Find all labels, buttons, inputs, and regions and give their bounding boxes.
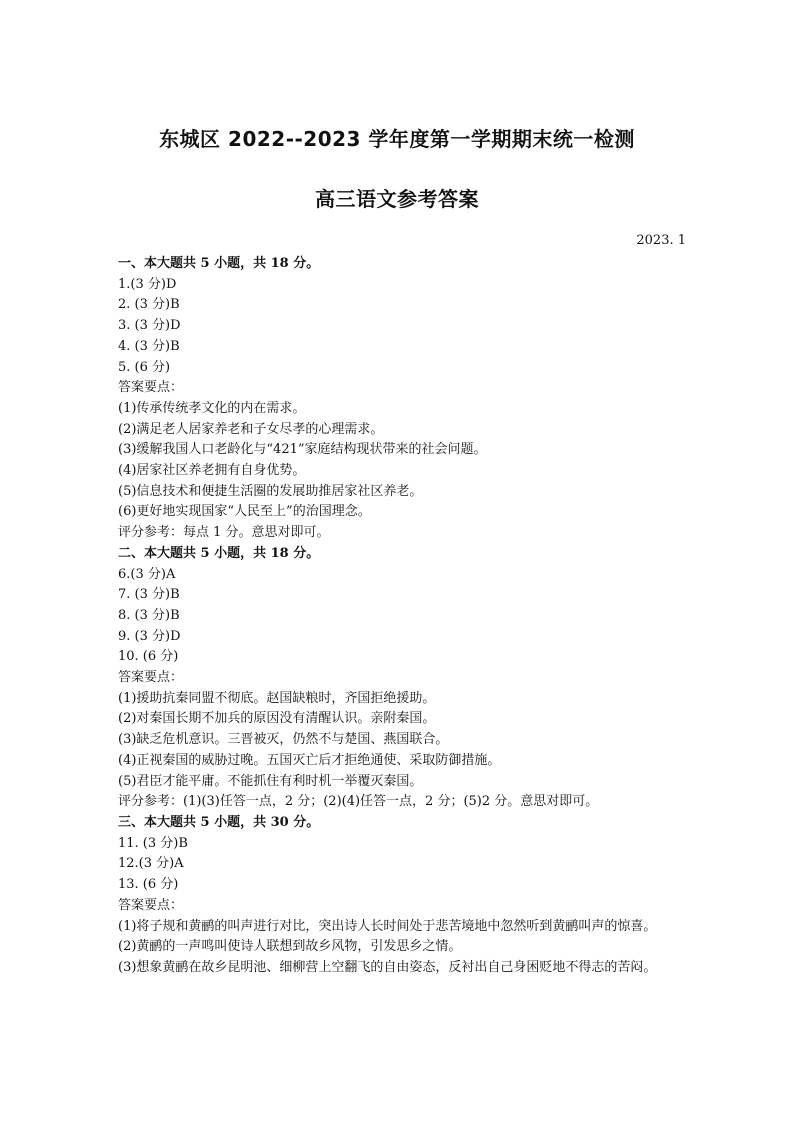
answer-line: (2)满足老人居家养老和子女尽孝的心理需求。 bbox=[118, 421, 384, 437]
answer-line: (4)正视秦国的威胁过晚。五国灭亡后才拒绝通使、采取防御措施。 bbox=[118, 752, 501, 768]
answer-line: 1.(3 分)D bbox=[118, 276, 177, 292]
answer-line: 10. (6 分) bbox=[118, 649, 179, 665]
answer-line: 答案要点： bbox=[118, 380, 184, 396]
answer-line: (6)更好地实现国家“人民至上”的治国理念。 bbox=[118, 504, 371, 520]
answer-line: (4)居家社区养老拥有自身优势。 bbox=[118, 463, 306, 479]
answer-line: (2)对秦国长期不加兵的原因没有清醒认识。亲附秦国。 bbox=[118, 711, 436, 727]
answer-line: (2)黄鹂的一声鸣叫使诗人联想到故乡风物，引发思乡之情。 bbox=[118, 939, 462, 955]
answer-line: 5. (6 分) bbox=[118, 359, 171, 375]
answer-line: (1)援助抗秦同盟不彻底。赵国缺粮时，齐国拒绝援助。 bbox=[118, 690, 436, 706]
section-heading: 一、本大题共 5 小题，共 18 分。 bbox=[118, 256, 320, 271]
answer-line: 评分参考：(1)(3)任答一点，2 分；(2)(4)任答一点，2 分；(5)2 分。意思对即可。 bbox=[118, 794, 599, 810]
answer-line: 答案要点： bbox=[118, 670, 184, 686]
section-heading: 三、本大题共 5 小题，共 30 分。 bbox=[118, 814, 320, 830]
document-subtitle: 高三语文参考答案 bbox=[315, 187, 479, 211]
answer-line: 9. (3 分)D bbox=[118, 628, 181, 644]
answer-line: (3)缓解我国人口老龄化与“421”家庭结构现状带来的社会问题。 bbox=[118, 442, 487, 458]
document-date: 2023. 1 bbox=[636, 233, 686, 248]
answer-line: 答案要点： bbox=[118, 897, 184, 913]
answer-line: (5)君臣才能平庸。不能抓住有利时机一举覆灭秦国。 bbox=[118, 773, 423, 789]
answer-line: 11. (3 分)B bbox=[118, 835, 188, 851]
answer-line: (1)传承传统孝文化的内在需求。 bbox=[118, 400, 306, 416]
answer-line: 3. (3 分)D bbox=[118, 318, 181, 334]
answer-line: 7. (3 分)B bbox=[118, 587, 180, 603]
answer-line: 评分参考：每点 1 分。意思对即可。 bbox=[118, 525, 330, 541]
answer-line: (5)信息技术和便捷生活圈的发展助推居家社区养老。 bbox=[118, 483, 423, 499]
answer-line: 2. (3 分)B bbox=[118, 297, 180, 313]
answer-line: (1)将子规和黄鹂的叫声进行对比，突出诗人长时间处于悲苦境地中忽然听到黄鹂叫声的惊喜。 bbox=[118, 918, 657, 934]
section-heading: 二、本大题共 5 小题，共 18 分。 bbox=[118, 545, 320, 561]
answer-line: 12.(3 分)A bbox=[118, 856, 184, 872]
answer-line: (3)想象黄鹂在故乡昆明池、细柳营上空翻飞的自由姿态，反衬出自己身困贬地不得志的苦闷。 bbox=[118, 959, 657, 975]
answer-line: 4. (3 分)B bbox=[118, 338, 180, 354]
answer-content bbox=[118, 254, 684, 979]
answer-line: 13. (6 分) bbox=[118, 877, 179, 893]
answer-line: (3)缺乏危机意识。三晋被灭，仍然不与楚国、燕国联合。 bbox=[118, 732, 449, 748]
answer-line: 8. (3 分)B bbox=[118, 607, 180, 623]
document-title: 东城区 2022--2023 学年度第一学期期末统一检测 bbox=[159, 127, 635, 151]
answer-line: 6.(3 分)A bbox=[118, 566, 176, 582]
